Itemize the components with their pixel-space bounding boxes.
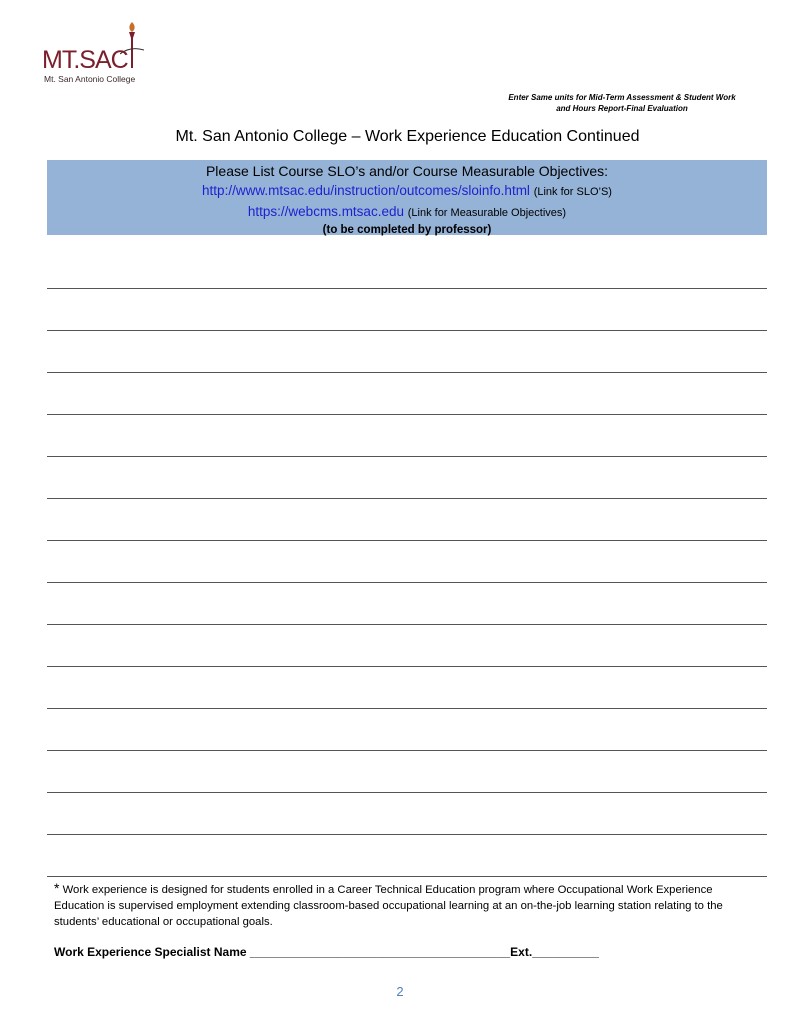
writing-line[interactable]	[47, 624, 767, 625]
instructions-heading: Please List Course SLO’s and/or Course Measurable Objectives:	[205, 163, 609, 179]
writing-line[interactable]	[47, 288, 767, 289]
specialist-signature-row	[54, 945, 599, 959]
writing-line[interactable]	[47, 498, 767, 499]
page-title: Mt. San Antonio College – Work Experience Education Continued	[175, 128, 640, 145]
slo-link[interactable]: http://www.mtsac.edu/instruction/outcomes/sloinfo.html	[202, 183, 530, 198]
ext-field[interactable]: __________	[532, 945, 599, 959]
objectives-link-note: (Link for Measurable Objectives)	[407, 207, 567, 219]
page-number: 2	[396, 984, 404, 999]
objectives-link-row	[47, 202, 767, 223]
footnote-marker: *	[54, 880, 60, 896]
units-note-line-1: Enter Same units for Mid-Term Assessment & Student Work	[508, 93, 736, 102]
specialist-name-field[interactable]: _______________________________________	[249, 945, 511, 959]
slo-link-note: (Link for SLO’S)	[533, 186, 612, 198]
writing-line[interactable]	[47, 666, 767, 667]
writing-line[interactable]	[47, 540, 767, 541]
writing-line[interactable]	[47, 876, 767, 877]
footnote-text: Work experience is designed for students enrolled in a Career Technical Education program where Occupational Work Experience Education is supervised employment extending classroom-based occupational learning at an on-the-job learning station relating to the students’ educational or occupational goals.	[54, 884, 723, 928]
ext-label: Ext.	[510, 945, 533, 959]
writing-line[interactable]	[47, 582, 767, 583]
writing-line[interactable]	[47, 708, 767, 709]
objectives-link[interactable]: https://webcms.mtsac.edu	[247, 204, 404, 219]
writing-line[interactable]	[47, 456, 767, 457]
college-logo	[42, 18, 152, 88]
logo-wordmark: MT.SAC	[42, 46, 128, 74]
footnote	[54, 880, 764, 930]
writing-line[interactable]	[47, 792, 767, 793]
units-note-line-2: and Hours Report-Final Evaluation	[556, 104, 688, 113]
instructions-band	[47, 160, 767, 235]
writing-line[interactable]	[47, 330, 767, 331]
units-note	[492, 92, 752, 114]
writing-line[interactable]	[47, 750, 767, 751]
specialist-name-label: Work Experience Specialist Name	[54, 945, 247, 959]
logo-subtitle: Mt. San Antonio College	[44, 74, 136, 84]
writing-line[interactable]	[47, 834, 767, 835]
writing-line[interactable]	[47, 414, 767, 415]
writing-line[interactable]	[47, 372, 767, 373]
completed-by-note: (to be completed by professor)	[322, 224, 492, 236]
slo-link-row	[47, 181, 767, 202]
